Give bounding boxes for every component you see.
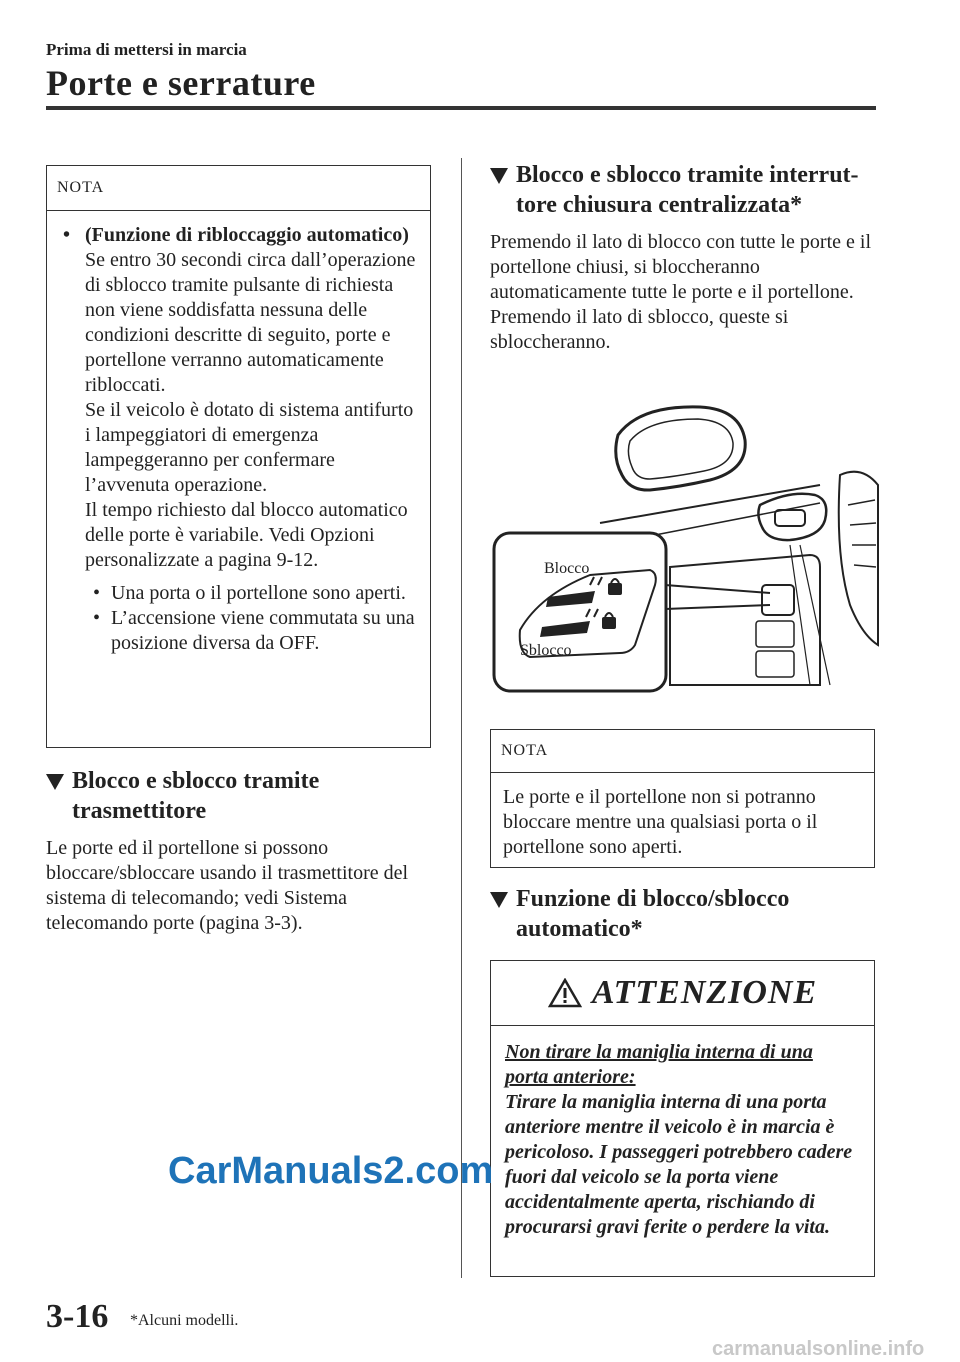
nota-item-title: (Funzione di ribloccaggio automatico) bbox=[85, 224, 409, 246]
triangle-marker-icon bbox=[490, 168, 508, 184]
section-switch-title: Blocco e sblocco tramite interrut-tore chiusura centralizzata* bbox=[516, 162, 859, 218]
warning-underlined: Non tirare la maniglia interna di una porta anteriore: bbox=[505, 1041, 813, 1088]
section-auto-lock-title: Funzione di blocco/sblocco automatico* bbox=[516, 886, 790, 942]
warning-header bbox=[491, 961, 874, 1026]
page-title: Porte e serrature bbox=[46, 63, 316, 103]
section-switch-body-2: Premendo il lato di sblocco, queste si sbloccheranno. bbox=[490, 306, 789, 353]
nota-label: NOTA bbox=[501, 742, 549, 759]
nota-box-portellone bbox=[490, 729, 875, 868]
footer-note: *Alcuni modelli. bbox=[130, 1312, 239, 1329]
page-number: 3-16 bbox=[46, 1298, 109, 1335]
watermark-logo: CarManuals2.com bbox=[168, 1150, 494, 1192]
nota-header bbox=[47, 166, 430, 211]
nota-box-ribloccaggio bbox=[46, 165, 431, 748]
nota-condition-item: • Una porta o il portellone sono aperti. bbox=[85, 581, 418, 606]
section-transmitter-title: Blocco e sblocco tramite trasmettitore bbox=[72, 768, 320, 824]
column-divider bbox=[461, 158, 462, 1278]
section-switch-heading bbox=[490, 160, 880, 220]
figure-label-unlock: Sblocco bbox=[520, 642, 572, 659]
warning-text: Tirare la maniglia interna di una porta anteriore mentre il veicolo è in marcia è pericoloso. I passeggeri potrebbero cadere fuori dal veicolo se la porta viene accidentalmente aperta, rischiando di procurarsi gravi ferite o perdere la vita. bbox=[505, 1091, 853, 1238]
warning-box bbox=[490, 960, 875, 1277]
section-auto-lock bbox=[490, 884, 880, 944]
warning-body bbox=[491, 1026, 874, 1240]
nota-para-1: Se entro 30 secondi circa dall’operazione di sblocco tramite pulsante di richiesta non viene soddisfatta nessuna delle condizioni descritte di seguito, porte e portellone verranno automaticamente ribloccati. bbox=[85, 249, 416, 396]
nota-condition-list bbox=[85, 581, 418, 656]
watermark-site: carmanualsonline.info bbox=[712, 1338, 925, 1360]
nota-body: Le porte e il portellone non si potranno bloccare mentre una qualsiasi porta o il portellone sono aperti. bbox=[503, 786, 818, 858]
nota-para-3: Il tempo richiesto dal blocco automatico delle porte è variabile. Vedi Opzioni personalizzate a pagina 9-12. bbox=[85, 499, 408, 571]
door-lock-switch-illustration bbox=[490, 395, 880, 695]
triangle-marker-icon bbox=[490, 892, 508, 908]
section-transmitter bbox=[46, 766, 436, 936]
nota-condition-item: • L’accensione viene commutata su una posizione diversa da OFF. bbox=[85, 606, 418, 656]
nota-item-bullet: • bbox=[63, 224, 71, 246]
section-auto-lock-heading bbox=[490, 884, 880, 944]
warning-title: ATTENZIONE bbox=[591, 974, 818, 1011]
figure-label-lock: Blocco bbox=[544, 560, 590, 577]
triangle-marker-icon bbox=[46, 774, 64, 790]
header-rule bbox=[46, 106, 876, 110]
nota-item bbox=[59, 223, 418, 656]
section-transmitter-body: Le porte ed il portellone si possono bloccare/sbloccare usando il trasmettitore del sistema di telecomando; vedi Sistema telecomando porte (pagina 3-3). bbox=[46, 837, 409, 934]
nota-para-2: Se il veicolo è dotato di sistema antifurto i lampeggiatori di emergenza lampeggeranno per confermare l’avvenuta operazione. bbox=[85, 399, 414, 496]
warning-triangle-icon bbox=[548, 978, 582, 1008]
section-switch bbox=[490, 160, 880, 355]
nota-content bbox=[47, 211, 430, 656]
nota-label: NOTA bbox=[57, 179, 105, 196]
section-label: Prima di mettersi in marcia bbox=[46, 40, 247, 59]
section-switch-body-1: Premendo il lato di blocco con tutte le porte e il portellone chiusi, si bloccheranno automaticamente tutte le porte e il portellone. bbox=[490, 231, 872, 303]
nota-header bbox=[491, 730, 874, 773]
section-transmitter-heading bbox=[46, 766, 436, 826]
